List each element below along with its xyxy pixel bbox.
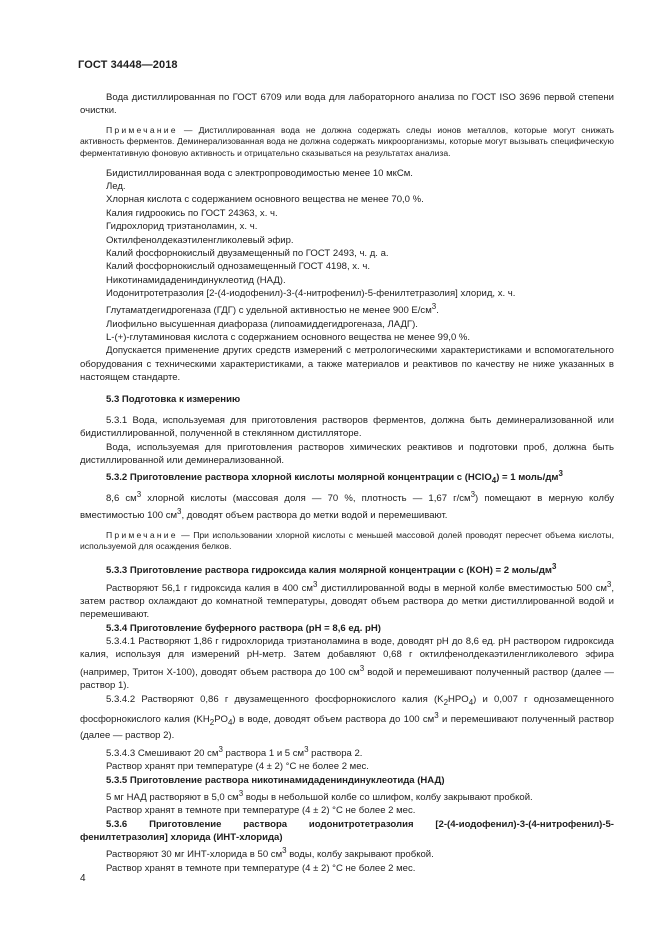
heading-sup: 3 xyxy=(558,469,563,479)
paragraph-water: Вода дистиллированная по ГОСТ 6709 или вода для лабораторного анализа по ГОСТ ISO 3696 первой степени очистки. xyxy=(80,92,614,117)
reagent-item: Лед. xyxy=(106,181,126,193)
paragraph-storage: Раствор хранят при температуре (4 ± 2) °С не более 2 мес. xyxy=(106,761,369,773)
sup: 3 xyxy=(313,579,318,589)
section-5-3-heading xyxy=(80,393,614,406)
sup: 3 xyxy=(282,846,287,856)
reagent-item: Лиофильно высушенная диафораза (липоамиддегидрогеназа, ЛАДГ). xyxy=(106,318,418,330)
text: раствора 1 и 5 см xyxy=(222,747,305,759)
reagent-item: Бидистиллированная вода с электропроводимостью менее 10 мкСм. xyxy=(106,167,413,179)
note-1 xyxy=(80,125,614,160)
note-text: — Дистиллированная вода не должна содержать следы ионов металлов, которые могут снижать активность ферментов. Деминерализованная вода не должна содержать микроорганизмы, которые могут вызывать специфическую ферментативную фоновую активность и отрицательно сказываться на результатах анализа. xyxy=(80,124,614,159)
text: ) и 0,007 г однозамещенного фосфорнокислого калия (KH xyxy=(80,693,614,726)
paragraph-5-3-6 xyxy=(80,844,614,862)
section-5-3-6-heading xyxy=(80,818,614,845)
paragraph-storage: Раствор хранят в темноте при температуре (4 ± 2) °С не более 2 мес. xyxy=(106,805,416,817)
note-label: Примечание xyxy=(106,529,178,540)
heading-text: ) = 1 моль/дм xyxy=(496,472,559,484)
text: 5.3.4.2 Растворяют 0,86 г двузамещенного фосфорнокислого калия (K xyxy=(106,693,444,705)
gdg-text: Глутаматдегидрогеназа (ГДГ) с удельной активностью не менее 900 Е/см xyxy=(106,305,432,317)
reagent-item: Калий фосфорнокислый двузамещенный по ГОСТ 2493, ч. д. а. xyxy=(106,247,389,259)
text: хлорной кислоты (массовая доля — 70 %, плотность — 1,67 г/см xyxy=(141,492,471,504)
paragraph-5-3-2 xyxy=(80,488,614,523)
heading-text: 5.3.2 Приготовление раствора хлорной кислоты молярной концентрации с (HClO xyxy=(106,472,492,484)
gdg-end: . xyxy=(436,305,439,317)
sup: 3 xyxy=(606,579,612,589)
text: 5.3.4.1 Растворяют 1,86 г гидрохлорида триэтаноламина в воде, доводят рН до 8,6 ед. рН раствором гидроксида калия, используя для измерений рН-метр. Затем добавляют 0,68 г октилфенолдекаэтиленгликолевого эфира (например, Тритон Х-100), доводят объем раствора до 100 см xyxy=(80,636,614,678)
text: воды, колбу закрывают пробкой. xyxy=(286,849,434,861)
gdg-sup: 3 xyxy=(431,302,437,312)
text: HPO xyxy=(447,693,469,705)
text: , затем раствор охлаждают до комнатной температуры, доводят объем раствора до метки дистиллированной водой и перемешивают. xyxy=(80,582,614,621)
note-text: — При использовании хлорной кислоты с меньшей массовой долей проводят пересчет объема кислоты, используемой для осаждения белков. xyxy=(80,529,614,552)
heading-sub: 4 xyxy=(491,476,497,486)
text: PO xyxy=(214,714,228,726)
paragraph-5-3-1: 5.3.1 Вода, используемая для приготовления растворов ферментов, должна быть деминерализованной или бидистиллированной, полученной в стеклянном дистилляторе. xyxy=(80,414,614,440)
text: ) в воде, доводят объем раствора до 100 см xyxy=(232,714,435,726)
reagent-item-gdg xyxy=(80,300,614,318)
section-5-3-4-heading xyxy=(80,622,614,635)
sup: 3 xyxy=(304,744,309,754)
page-body xyxy=(80,91,614,875)
sup: 3 xyxy=(359,663,365,673)
paragraph-storage: Раствор хранят в темноте при температуре (4 ± 2) °С не более 2 мес. xyxy=(106,862,416,874)
sup: 3 xyxy=(470,489,476,499)
text: 8,6 см xyxy=(106,492,137,504)
reagent-item: Гидрохлорид триэтаноламин, х. ч. xyxy=(106,221,258,233)
reagent-item: Калия гидроокись по ГОСТ 24363, х. ч. xyxy=(106,207,278,219)
text: Растворяют 56,1 г гидроксида калия в 400 см xyxy=(106,582,313,594)
reagent-item: L-(+)-глутаминовая кислота с содержанием основного вещества не менее 99,0 %. xyxy=(106,332,471,344)
sup: 3 xyxy=(218,744,223,754)
section-5-3-2-heading xyxy=(80,467,614,487)
reagent-item: Хлорная кислота с содержанием основного вещества не менее 70,0 %. xyxy=(106,194,424,206)
sub: 2 xyxy=(209,717,215,727)
text: воды в небольшой колбе со шлифом, колбу закрывают пробкой. xyxy=(243,792,533,804)
paragraph-permitted: Допускается применение других средств измерений с метрологическими характеристиками и вспомогательного оборудования с техническими характеристиками, а также материалов и реактивов по качеству не ниже указанных в настоящем стандарте. xyxy=(80,345,614,384)
paragraph-5-3-4-1 xyxy=(80,635,614,693)
sub: 2 xyxy=(443,697,448,707)
section-5-3-3-heading xyxy=(80,560,614,578)
heading-sup: 3 xyxy=(551,562,557,572)
sup: 3 xyxy=(177,507,182,517)
heading-text: 5.3.3 Приготовление раствора гидроксида калия молярной концентрации с (КОН) = 2 моль/дм xyxy=(106,565,552,577)
text: , доводят объем раствора до метки водой и перемешивают. xyxy=(181,510,448,522)
text: 5 мг НАД растворяют в 5,0 см xyxy=(106,792,239,804)
paragraph-5-3-3 xyxy=(80,578,614,622)
paragraph-5-3-5 xyxy=(80,787,614,805)
sub: 4 xyxy=(227,717,233,727)
text: раствора 2. xyxy=(308,747,363,759)
sup: 3 xyxy=(434,710,439,720)
text: водой и перемешивают полученный раствор (далее — раствор 1). xyxy=(80,666,614,692)
text: и перемешивают полученный раствор (далее — раствор 2). xyxy=(80,714,614,742)
heading-text: 5.3.5 Приготовление раствора никотинамидадениндинуклеотида (НАД) xyxy=(106,774,445,786)
paragraph-5-3-4-3 xyxy=(80,743,614,761)
document-header: ГОСТ 34448—2018 xyxy=(78,59,178,71)
reagent-item: Калий фосфорнокислый однозамещенный ГОСТ 4198, х. ч. xyxy=(106,261,370,273)
section-5-3-5-heading xyxy=(80,774,614,787)
text: дистиллированной воды в мерной колбе вместимостью 500 см xyxy=(317,582,607,594)
heading-text: 5.3.4 Приготовление буферного раствора (рН = 8,6 ед. рН) xyxy=(106,622,381,634)
reagent-item: Никотинамидадениндинуклеотид (НАД). xyxy=(106,274,286,286)
reagents-list xyxy=(80,167,614,345)
text: 5.3.4.3 Смешивают 20 см xyxy=(106,747,219,759)
paragraph-5-3-4-2 xyxy=(80,693,614,743)
page-number: 4 xyxy=(80,873,86,884)
paragraph-5-3-1b: Вода, используемая для приготовления растворов химических реактивов и подготовки проб, должна быть дистиллированной или деминерализованной. xyxy=(80,441,614,466)
sup: 3 xyxy=(238,788,244,798)
heading-text: 5.3.6 Приготовление раствора иодонитротетразолия [2-(4-иодофенил)-3-(4-нитрофенил)-5-фенилтетразолия] хлорида (ИНТ-хлорида) xyxy=(80,818,614,844)
section-title: 5.3 Подготовка к измерению xyxy=(106,394,241,406)
reagent-item: Октилфенолдекаэтиленгликолевый эфир. xyxy=(106,234,294,246)
text: Растворяют 30 мг ИНТ-хлорида в 50 см xyxy=(106,849,283,861)
sub: 4 xyxy=(468,697,474,707)
reagent-item: Иодонитротетразолия [2-(4-иодофенил)-3-(4-нитрофенил)-5-фенилтетразолия] хлорид, х. ч. xyxy=(106,287,516,299)
sup: 3 xyxy=(136,489,142,499)
note-2 xyxy=(80,530,614,553)
text: ) помещают в мерную колбу вместимостью 100 см xyxy=(80,492,614,522)
note-label: Примечание xyxy=(106,124,178,135)
